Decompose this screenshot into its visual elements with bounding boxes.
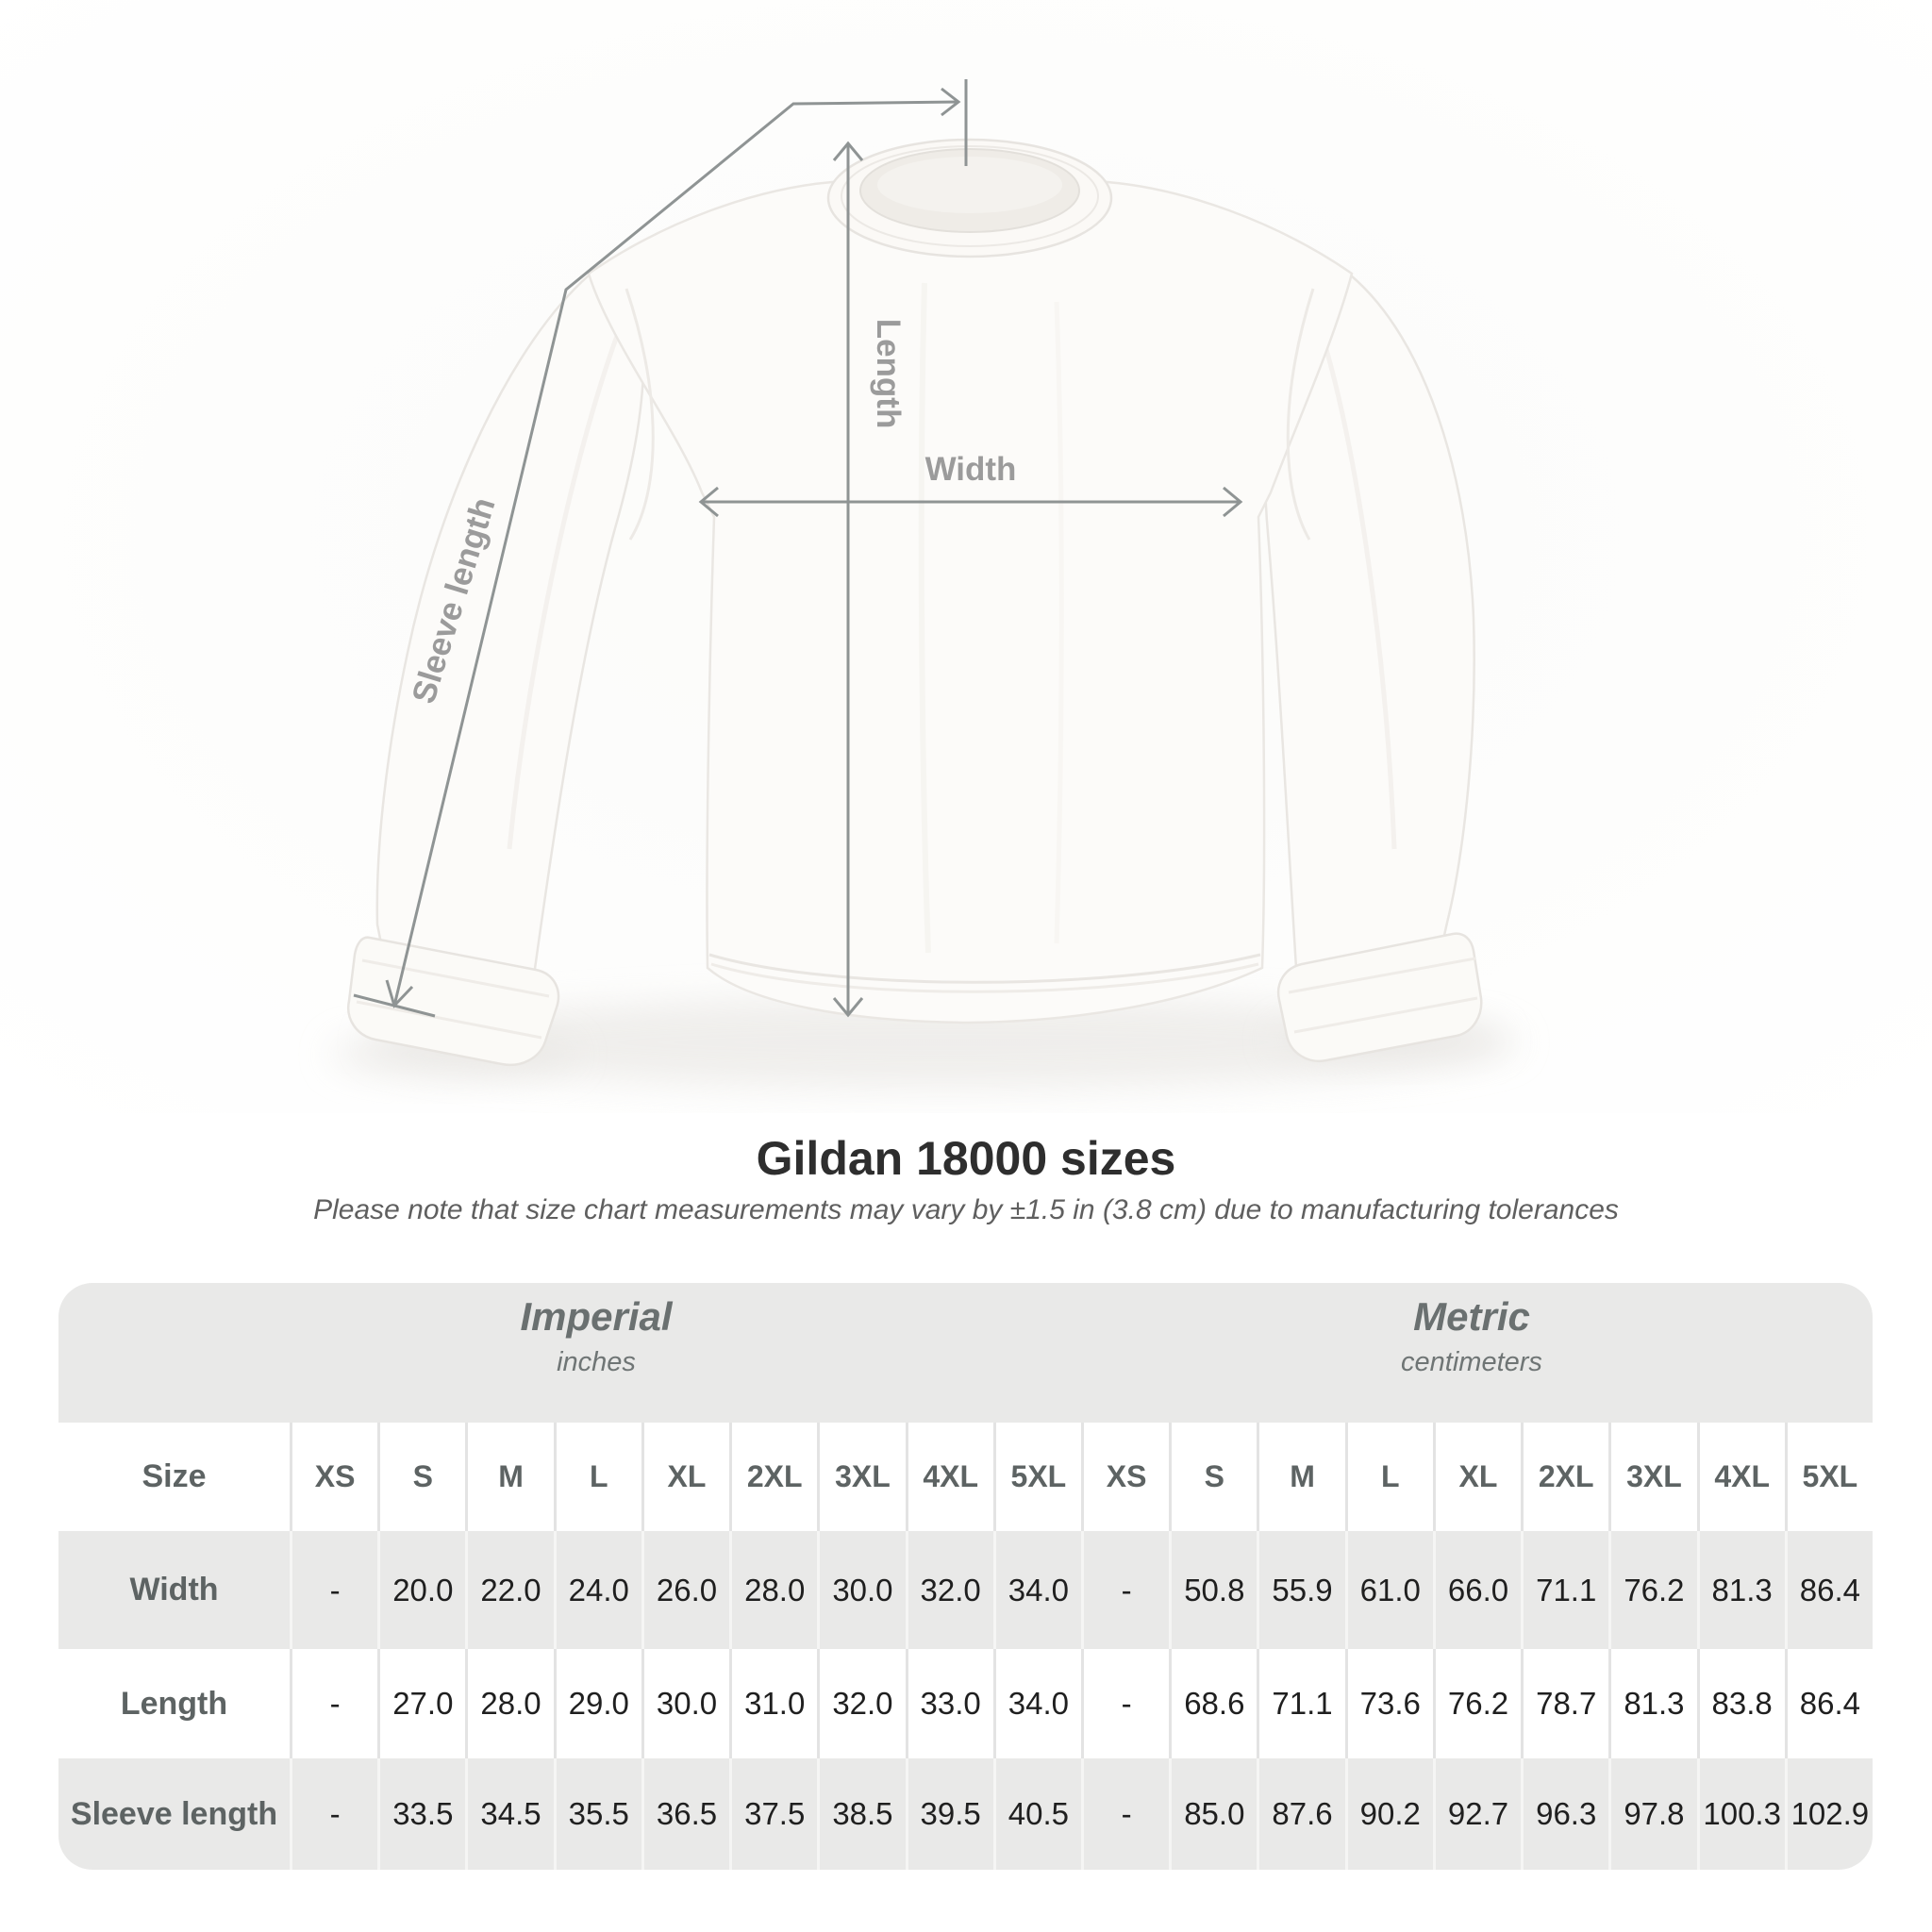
metric-label: Metric (1413, 1294, 1530, 1339)
cell-metric-length-3XL: 81.3 (1608, 1649, 1696, 1758)
row-label-width: Width (58, 1531, 290, 1649)
cell-metric-length-4XL: 83.8 (1697, 1649, 1785, 1758)
metric-size-header-L: L (1345, 1423, 1433, 1531)
cell-metric-sleeve-length-XL: 92.7 (1433, 1758, 1521, 1870)
cell-metric-sleeve-length-S: 85.0 (1169, 1758, 1257, 1870)
cell-metric-length-XS: - (1081, 1649, 1169, 1758)
cell-imperial-length-XL: 30.0 (641, 1649, 729, 1758)
imperial-size-header-2XL: 2XL (729, 1423, 817, 1531)
cell-imperial-length-L: 29.0 (554, 1649, 641, 1758)
cell-metric-length-5XL: 86.4 (1785, 1649, 1873, 1758)
cell-imperial-sleeve-length-L: 35.5 (554, 1758, 641, 1870)
cell-imperial-length-3XL: 32.0 (817, 1649, 905, 1758)
cell-imperial-length-4XL: 33.0 (906, 1649, 993, 1758)
metric-size-header-M: M (1257, 1423, 1344, 1531)
cell-metric-width-3XL: 76.2 (1608, 1531, 1696, 1649)
cell-imperial-width-5XL: 34.0 (993, 1531, 1081, 1649)
cell-metric-sleeve-length-XS: - (1081, 1758, 1169, 1870)
cell-imperial-sleeve-length-4XL: 39.5 (906, 1758, 993, 1870)
cell-imperial-sleeve-length-5XL: 40.5 (993, 1758, 1081, 1870)
cell-imperial-length-2XL: 31.0 (729, 1649, 817, 1758)
width-label: Width (924, 451, 1017, 488)
cell-metric-width-5XL: 86.4 (1785, 1531, 1873, 1649)
cell-imperial-length-5XL: 34.0 (993, 1649, 1081, 1758)
cell-metric-sleeve-length-5XL: 102.9 (1785, 1758, 1873, 1870)
cell-metric-sleeve-length-3XL: 97.8 (1608, 1758, 1696, 1870)
cell-imperial-width-4XL: 32.0 (906, 1531, 993, 1649)
metric-size-header-S: S (1169, 1423, 1257, 1531)
cell-imperial-width-2XL: 28.0 (729, 1531, 817, 1649)
metric-size-header-XS: XS (1081, 1423, 1169, 1531)
cell-imperial-sleeve-length-3XL: 38.5 (817, 1758, 905, 1870)
imperial-label: Imperial (520, 1294, 673, 1339)
metric-size-header-2XL: 2XL (1521, 1423, 1608, 1531)
cell-imperial-width-XL: 26.0 (641, 1531, 729, 1649)
cell-metric-sleeve-length-2XL: 96.3 (1521, 1758, 1608, 1870)
cell-imperial-width-S: 20.0 (377, 1531, 465, 1649)
cell-metric-length-L: 73.6 (1345, 1649, 1433, 1758)
metric-size-header-4XL: 4XL (1697, 1423, 1785, 1531)
cell-imperial-sleeve-length-XS: - (290, 1758, 377, 1870)
cell-imperial-sleeve-length-XL: 36.5 (641, 1758, 729, 1870)
unit-group-header-band (58, 1283, 1873, 1423)
size-grid (58, 1423, 1873, 1870)
sweatshirt-body (589, 178, 1352, 1024)
metric-size-header-XL: XL (1433, 1423, 1521, 1531)
size-table (58, 1283, 1873, 1870)
imperial-size-header-M: M (465, 1423, 553, 1531)
imperial-size-header-XS: XS (290, 1423, 377, 1531)
cell-metric-width-2XL: 71.1 (1521, 1531, 1608, 1649)
sleeve-length-label: Sleeve length (405, 493, 503, 708)
row-label-sleeve-length: Sleeve length (58, 1758, 290, 1870)
cell-metric-width-XS: - (1081, 1531, 1169, 1649)
imperial-size-header-S: S (377, 1423, 465, 1531)
cell-metric-length-2XL: 78.7 (1521, 1649, 1608, 1758)
row-label-length: Length (58, 1649, 290, 1758)
page-subtitle: Please note that size chart measurements may vary by ±1.5 in (3.8 cm) due to manufacturing tolerances (313, 1194, 1619, 1225)
imperial-group-header (313, 1294, 879, 1377)
metric-group-header (1189, 1294, 1755, 1377)
cell-imperial-sleeve-length-S: 33.5 (377, 1758, 465, 1870)
cell-imperial-sleeve-length-2XL: 37.5 (729, 1758, 817, 1870)
cell-metric-width-L: 61.0 (1345, 1531, 1433, 1649)
cell-metric-length-M: 71.1 (1257, 1649, 1344, 1758)
cell-imperial-length-S: 27.0 (377, 1649, 465, 1758)
cell-imperial-width-L: 24.0 (554, 1531, 641, 1649)
cell-metric-sleeve-length-4XL: 100.3 (1697, 1758, 1785, 1870)
metric-size-header-5XL: 5XL (1785, 1423, 1873, 1531)
cell-metric-width-S: 50.8 (1169, 1531, 1257, 1649)
size-column-header: Size (58, 1423, 290, 1531)
imperial-size-header-3XL: 3XL (817, 1423, 905, 1531)
imperial-unit: inches (557, 1347, 636, 1377)
left-sleeve (348, 275, 643, 1065)
length-label: Length (870, 318, 907, 429)
imperial-size-header-4XL: 4XL (906, 1423, 993, 1531)
cell-imperial-width-3XL: 30.0 (817, 1531, 905, 1649)
cell-metric-width-M: 55.9 (1257, 1531, 1344, 1649)
imperial-size-header-XL: XL (641, 1423, 729, 1531)
cell-imperial-length-M: 28.0 (465, 1649, 553, 1758)
cell-metric-width-XL: 66.0 (1433, 1531, 1521, 1649)
cell-metric-width-4XL: 81.3 (1697, 1531, 1785, 1649)
cell-imperial-width-M: 22.0 (465, 1531, 553, 1649)
metric-size-header-3XL: 3XL (1608, 1423, 1696, 1531)
metric-unit: centimeters (1401, 1347, 1542, 1377)
imperial-size-header-L: L (554, 1423, 641, 1531)
crewneck-collar (828, 140, 1111, 257)
cell-metric-length-S: 68.6 (1169, 1649, 1257, 1758)
imperial-size-header-5XL: 5XL (993, 1423, 1081, 1531)
cell-metric-sleeve-length-L: 90.2 (1345, 1758, 1433, 1870)
cell-imperial-sleeve-length-M: 34.5 (465, 1758, 553, 1870)
cell-imperial-length-XS: - (290, 1649, 377, 1758)
cell-metric-length-XL: 76.2 (1433, 1649, 1521, 1758)
cell-imperial-width-XS: - (290, 1531, 377, 1649)
cell-metric-sleeve-length-M: 87.6 (1257, 1758, 1344, 1870)
page-title: Gildan 18000 sizes (756, 1132, 1176, 1185)
